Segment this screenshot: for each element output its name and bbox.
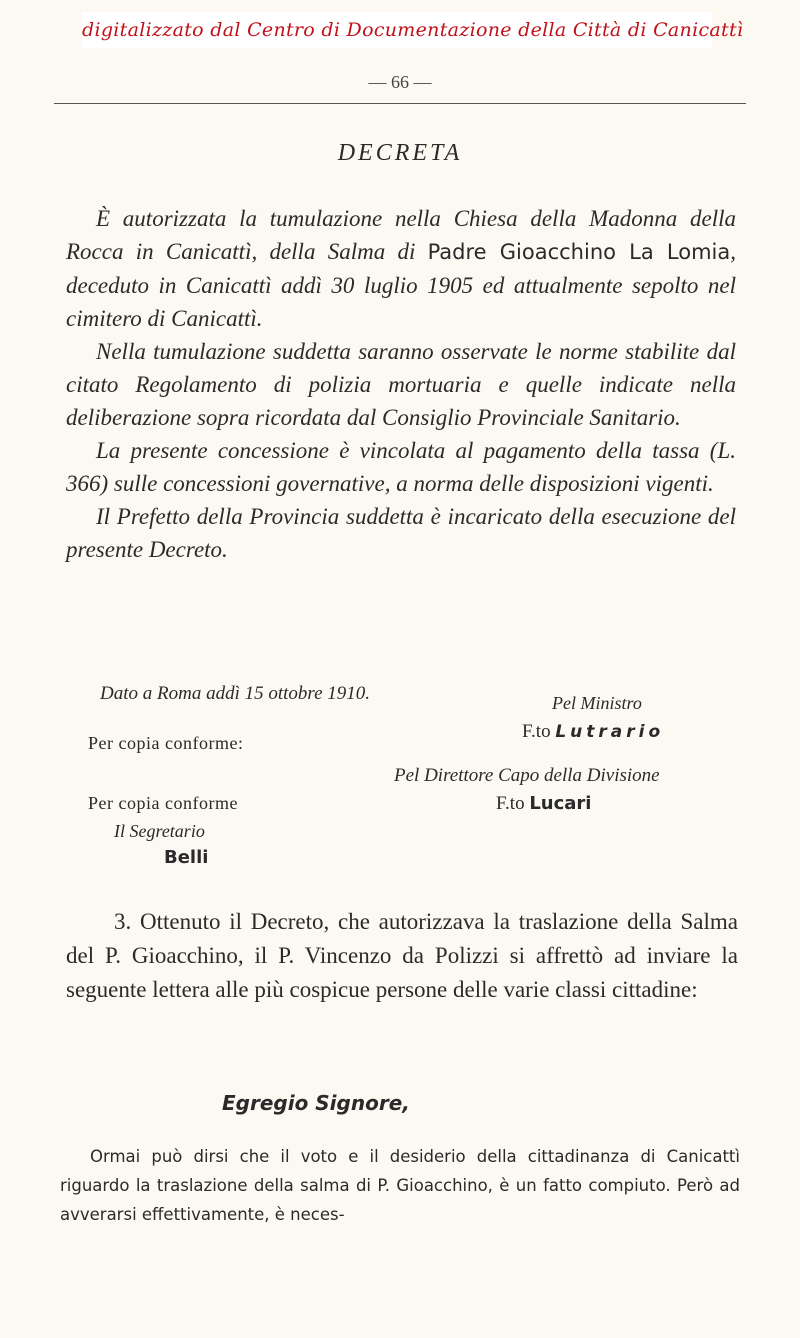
decree-paragraph-1-start: È autorizzata la tumulazione nella Chiesa della Madonna della Rocca in Canicattì, della Salma di [66,206,736,264]
fto-label: F.to [496,793,525,814]
signer-lutrario: Lutrario [555,722,665,742]
decree-paragraph-4: Il Prefetto della Provincia suddetta è incaricato della esecuzione del presente Decreto. [66,504,736,562]
certified-copy-line-1: Per copia conforme: [88,733,244,753]
secretary-title: Il Segretario [114,821,205,841]
signature-lucari [496,793,591,815]
section-3 [66,905,738,1007]
division-director-line: Pel Direttore Capo della Divisione [394,765,660,786]
fto-label: F.to [522,721,551,742]
signer-belli: Belli [164,847,209,868]
header-rule [54,103,746,104]
page-number: — 66 — [368,72,432,92]
deceased-name: Padre Gioacchino La Lomia [427,240,731,264]
decree-paragraph-1-end: , deceduto in Canicattì addì 30 luglio 1905 ed attualmente sepolto nel cimitero di Canicattì. [66,239,736,331]
decree-paragraph-1 [66,202,736,335]
decree-paragraph-2: Nella tumulazione suddetta saranno osservate le norme stabilite dal citato Regolamento di polizia mortuaria e quelle indicate nella deliberazione sopra ricordata dal Consiglio Provinciale Sanitario. [66,339,736,430]
digitization-watermark: digitalizzato dal Centro di Documentazione della Città di Canicattì [82,12,712,48]
signer-lucari: Lucari [529,793,592,814]
decree-heading: DECRETA [337,140,463,166]
signature-lutrario [522,721,664,743]
certified-copy-line-2: Per copia conforme [88,793,238,813]
date-place-line: Dato a Roma addì 15 ottobre 1910. [100,683,371,704]
decree-paragraph-3: La presente concessione è vincolata al pagamento della tassa (L. 366) sulle concessioni governative, a norma delle disposizioni vigenti. [66,438,736,496]
section-3-paragraph: 3. Ottenuto il Decreto, che autorizzava la traslazione della Salma del P. Gioacchino, il P. Vincenzo da Polizzi si affrettò ad inviare la seguente lettera alle più cospicue persone delle varie classi cittadine: [66,909,738,1002]
letter-salutation: Egregio Signore, [222,1091,410,1115]
decree-text [66,202,736,566]
letter-paragraph: Ormai può dirsi che il voto e il desiderio della cittadinanza di Canicattì riguardo la traslazione della salma di P. Gioacchino, è un fatto compiuto. Però ad avverarsi effettivamente, è neces- [60,1147,740,1224]
letter-body [60,1142,740,1229]
minister-line: Pel Ministro [552,693,642,713]
